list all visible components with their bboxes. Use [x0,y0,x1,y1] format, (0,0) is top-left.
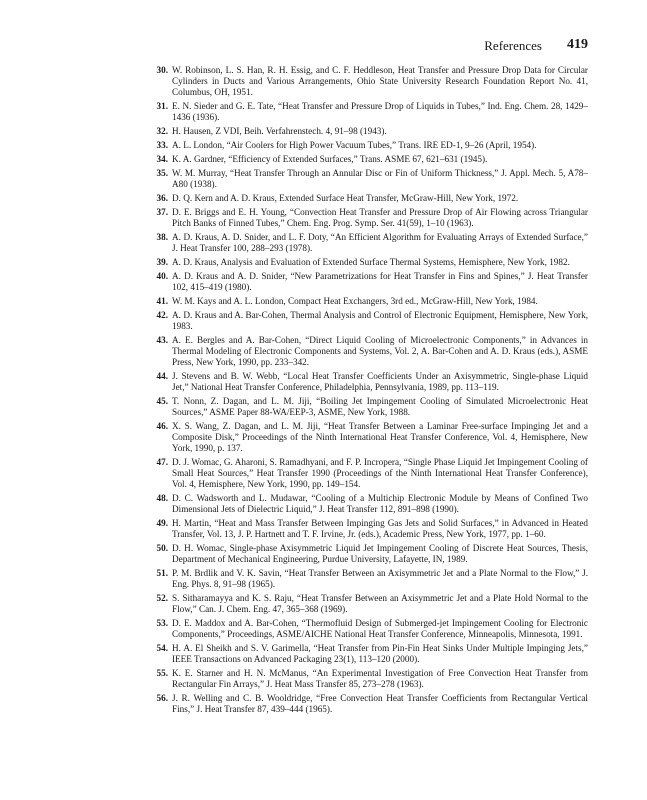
reference-number: 30. [156,65,168,75]
reference-text: J. Stevens and B. W. Webb, “Local Heat Transfer Coefficients Under an Axisymmetric, Single-phase Liquid Jet,” National Heat Transfer Conference, Philadelphia, Pennsylvania, 1989, pp. 113–119. [172,371,588,393]
reference-item [140,493,588,515]
reference-item [140,65,588,98]
reference-item [140,335,588,368]
reference-number: 35. [156,168,168,179]
reference-text: X. S. Wang, Z. Dagan, and L. M. Jiji, “Heat Transfer Between a Laminar Free-surface Impinging Jet and a Composite Disk,” Proceedings of the Ninth International Heat Transfer Conference, Vol. 4, Hemisphere, New York, 1990, p. 137. [172,421,588,454]
reference-number: 43. [156,335,168,346]
reference-text: W. Robinson, L. S. Han, R. H. Essig, and C. F. Heddleson, Heat Transfer and Pressure Drop Data for Circular Cylinders in Ducts and Various Arrangements, Ohio State University Research Foundation Report No. 41, Columbus, OH, 1951. [172,65,588,97]
running-header [140,38,588,54]
reference-text: D. H. Womac, Single-phase Axisymmetric Liquid Jet Impingement Cooling of Discrete Heat Sources, Thesis, Department of Mechanical Engineering, Purdue University, Lafayette, IN, 1989. [172,543,588,565]
page-number: 419 [567,37,588,52]
reference-text: P. M. Brdlik and V. K. Savin, “Heat Transfer Between an Axisymmetric Jet and a Plate Normal to the Flow,” J. Eng. Phys. 8, 91–98 (1965). [172,568,588,590]
reference-text: D. C. Wadsworth and L. Mudawar, “Cooling of a Multichip Electronic Module by Means of Confined Two Dimensional Jets of Dielectric Liquid,” J. Heat Transfer 112, 891–898 (1990). [172,493,588,515]
reference-number: 44. [156,371,168,382]
reference-number: 33. [156,140,168,150]
reference-text: T. Nonn, Z. Dagan, and L. M. Jiji, “Boiling Jet Impingement Cooling of Simulated Microelectronic Heat Sources,” ASME Paper 88-WA/EEP-3, ASME, New York, 1988. [172,396,588,418]
reference-text: D. Q. Kern and A. D. Kraus, Extended Surface Heat Transfer, McGraw-Hill, New York, 1972. [172,193,519,204]
reference-item [140,101,588,123]
reference-text: H. A. El Sheikh and S. V. Garimella, “Heat Transfer from Pin-Fin Heat Sinks Under Multiple Impinging Jets,” IEEE Transactions on Advanced Packaging 23(1), 113–120 (2000). [172,643,588,665]
reference-number: 31. [156,100,168,111]
reference-item [140,618,588,640]
reference-text: A. D. Kraus and A. Bar-Cohen, Thermal Analysis and Control of Electronic Equipment, Hemisphere, New York, 1983. [172,310,588,332]
reference-item [140,296,588,307]
reference-item [140,232,588,254]
reference-text: E. N. Sieder and G. E. Tate, “Heat Transfer and Pressure Drop of Liquids in Tubes,” Ind. Eng. Chem. 28, 1429–1436 (1936). [172,100,588,122]
reference-item [140,193,588,204]
reference-number: 49. [156,518,168,529]
reference-text: W. M. Kays and A. L. London, Compact Heat Exchangers, 3rd ed., McGraw-Hill, New York, 1984. [172,296,538,307]
reference-item [140,154,588,165]
reference-number: 50. [156,543,168,554]
reference-item [140,421,588,454]
reference-number: 53. [156,618,168,629]
reference-item [140,543,588,565]
reference-item [140,126,588,137]
reference-item [140,207,588,229]
reference-item [140,168,588,190]
running-header-title: References [484,38,542,53]
reference-item [140,568,588,590]
reference-number: 41. [156,296,168,307]
reference-text: D. E. Briggs and E. H. Young, “Convection Heat Transfer and Pressure Drop of Air Flowing across Triangular Pitch Banks of Finned Tubes,” Chem. Eng. Prog. Symp. Ser. 41(59), 1–10 (1963). [172,207,588,229]
reference-text: H. Hausen, Z VDI, Beih. Verfahrenstech. 4, 91–98 (1943). [172,125,387,136]
reference-text: K. A. Gardner, “Efficiency of Extended Surfaces,” Trans. ASME 67, 621–631 (1945). [172,154,488,165]
reference-number: 37. [156,207,168,218]
reference-item [140,518,588,540]
reference-item [140,271,588,293]
reference-number: 34. [156,154,168,165]
reference-number: 46. [156,421,168,432]
reference-number: 52. [156,593,168,604]
reference-item [140,257,588,268]
reference-text: A. E. Bergles and A. Bar-Cohen, “Direct Liquid Cooling of Microelectronic Components,” in Advances in Thermal Modeling of Electronic Components and Systems, Vol. 2, A. Bar-Cohen and A. D. Kraus (eds.), ASME Press, New York, 1990, pp. 233–342. [172,335,588,368]
reference-number: 42. [156,310,168,321]
reference-text: A. L. London, “Air Coolers for High Power Vacuum Tubes,” Trans. IRE ED-1, 9–26 (April, 1954). [172,140,537,150]
reference-item [140,310,588,332]
reference-text: H. Martin, “Heat and Mass Transfer Between Impinging Gas Jets and Solid Surfaces,” in Advanced in Heated Transfer, Vol. 13, J. P. Hartnett and T. F. Irvine, Jr. (eds.), Academic Press, New York, 1977, pp. 1–60. [172,518,588,540]
reference-text: A. D. Kraus and A. D. Snider, “New Parametrizations for Heat Transfer in Fins and Spines,” J. Heat Transfer 102, 415–419 (1980). [172,271,588,293]
reference-item [140,457,588,490]
reference-text: J. R. Welling and C. B. Wooldridge, “Free Convection Heat Transfer Coefficients from Rectangular Vertical Fins,” J. Heat Transfer 87, 439–444 (1965). [172,693,588,715]
reference-number: 38. [156,232,168,243]
reference-number: 39. [156,257,168,268]
reference-number: 45. [156,396,168,407]
reference-text: D. J. Womac, G. Aharoni, S. Ramadhyani, and F. P. Incropera, “Single Phase Liquid Jet Impingement Cooling of Small Heat Sources,” Heat Transfer 1990 (Proceedings of the Ninth International Heat Transfer Conference), Vol. 4, Hemisphere, New York, 1990, pp. 149–154. [172,457,588,490]
reference-item [140,371,588,393]
reference-number: 48. [156,493,168,504]
reference-text: W. M. Murray, “Heat Transfer Through an Annular Disc or Fin of Uniform Thickness,” J. Appl. Mech. 5, A78–A80 (1938). [172,168,588,190]
reference-item [140,668,588,690]
reference-text: K. E. Starner and H. N. McManus, “An Experimental Investigation of Free Convection Heat Transfer from Rectangular Fin Arrays,” J. Heat Mass Transfer 85, 273–278 (1963). [172,668,588,690]
reference-number: 32. [156,125,168,136]
reference-number: 54. [156,643,168,654]
reference-number: 55. [156,668,168,679]
reference-item [140,140,588,151]
reference-number: 56. [156,693,168,704]
reference-item [140,396,588,418]
reference-item [140,593,588,615]
reference-text: A. D. Kraus, A. D. Snider, and L. F. Doty, “An Efficient Algorithm for Evaluating Arrays of Extended Surface,” J. Heat Transfer 100, 288–293 (1978). [172,232,588,254]
reference-text: D. E. Maddox and A. Bar-Cohen, “Thermofluid Design of Submerged-jet Impingement Cooling for Electronic Components,” Proceedings, ASME/AICHE National Heat Transfer Conference, Minneapolis, Minnesota, 1991. [172,618,588,640]
reference-number: 40. [156,271,168,282]
reference-item [140,643,588,665]
reference-item [140,693,588,715]
reference-text: A. D. Kraus, Analysis and Evaluation of Extended Surface Thermal Systems, Hemisphere, New York, 1982. [172,257,570,268]
reference-text: S. Sitharamayya and K. S. Raju, “Heat Transfer Between an Axisymmetric Jet and a Plate Hold Normal to the Flow,” Can. J. Chem. Eng. 47, 365–368 (1969). [172,593,588,615]
reference-list [140,65,588,718]
reference-number: 51. [156,568,168,579]
reference-number: 47. [156,457,168,468]
reference-number: 36. [156,193,168,204]
